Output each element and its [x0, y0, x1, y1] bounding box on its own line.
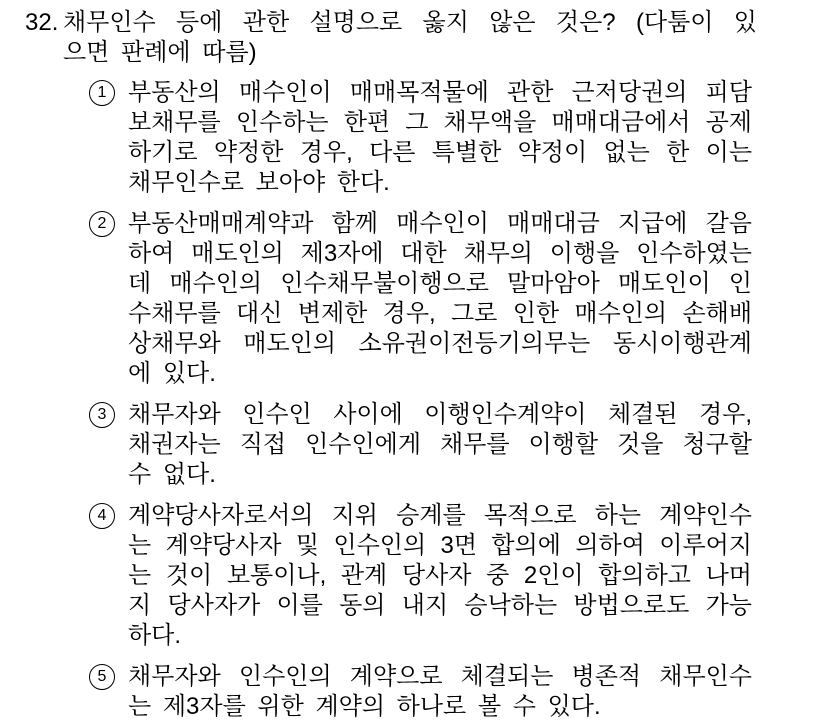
text-line: 는 것이 보통이나, 관계 당사자 중 2인이 합의하고 나머: [128, 562, 752, 589]
option-5-text: [128, 662, 752, 722]
option-4-text: [128, 501, 752, 651]
option-5-circled-number: 5: [89, 664, 115, 690]
text-line: 는 계약당사자 및 인수인의 3면 합의에 의하여 이루어지: [128, 532, 752, 559]
text-line: 하다.: [128, 622, 182, 649]
option-1-circled-number: 1: [89, 80, 115, 106]
text-line: 하여 매도인의 제3자에 대한 채무의 이행을 인수하였는: [128, 240, 752, 267]
text-line: 으면 판례에 따름): [63, 39, 257, 66]
text-line: 채무자와 인수인 사이에 이행인수계약이 체결된 경우,: [128, 401, 752, 428]
option-3-text: [128, 400, 752, 490]
option-1: [89, 78, 826, 198]
text-line: 부동산매매계약과 함께 매수인이 매매대금 지급에 갈음: [128, 210, 752, 237]
question-number: 32.: [25, 9, 59, 36]
option-4: [89, 501, 826, 651]
text-line: 에 있다.: [128, 360, 216, 387]
text-line: 채무인수로 보아야 한다.: [128, 169, 390, 196]
text-line: 는 제3자를 위한 계약의 하나로 볼 수 있다.: [128, 693, 601, 720]
question-text: [63, 8, 757, 68]
text-line: 상채무와 매도인의 소유권이전등기의무는 동시이행관계: [128, 330, 752, 357]
text-line: 데 매수인의 인수채무불이행으로 말마암아 매도인이 인: [128, 270, 752, 297]
text-line: 채권자는 직접 인수인에게 채무를 이행할 것을 청구할: [128, 431, 752, 458]
text-line: 수 없다.: [128, 461, 216, 488]
option-2-circled-number: 2: [89, 211, 115, 237]
option-3-circled-number: 3: [89, 402, 115, 428]
text-line: 하기로 약정한 경우, 다른 특별한 약정이 없는 한 이는: [128, 139, 752, 166]
text-line: 보채무를 인수하는 한편 그 채무액을 매매대금에서 공제: [128, 109, 752, 136]
text-line: 지 당사자가 이를 동의 내지 승낙하는 방법으로도 가능: [128, 592, 752, 619]
option-2: [89, 209, 826, 389]
text-line: 계약당사자로서의 지위 승계를 목적으로 하는 계약인수: [128, 502, 752, 529]
option-4-circled-number: 4: [89, 503, 115, 529]
option-2-text: [128, 209, 752, 389]
option-5: [89, 662, 826, 722]
text-line: 부동산의 매수인이 매매목적물에 관한 근저당권의 피담: [128, 79, 752, 106]
options-list: [25, 78, 826, 722]
text-line: 채무자와 인수인의 계약으로 체결되는 병존적 채무인수: [128, 663, 752, 690]
question-block: [25, 8, 826, 68]
option-1-text: [128, 78, 752, 198]
text-line: 채무인수 등에 관한 설명으로 옳지 않은 것은? (다툼이 있: [63, 9, 757, 36]
text-line: 수채무를 대신 변제한 경우, 그로 인한 매수인의 손해배: [128, 300, 752, 327]
option-3: [89, 400, 826, 490]
